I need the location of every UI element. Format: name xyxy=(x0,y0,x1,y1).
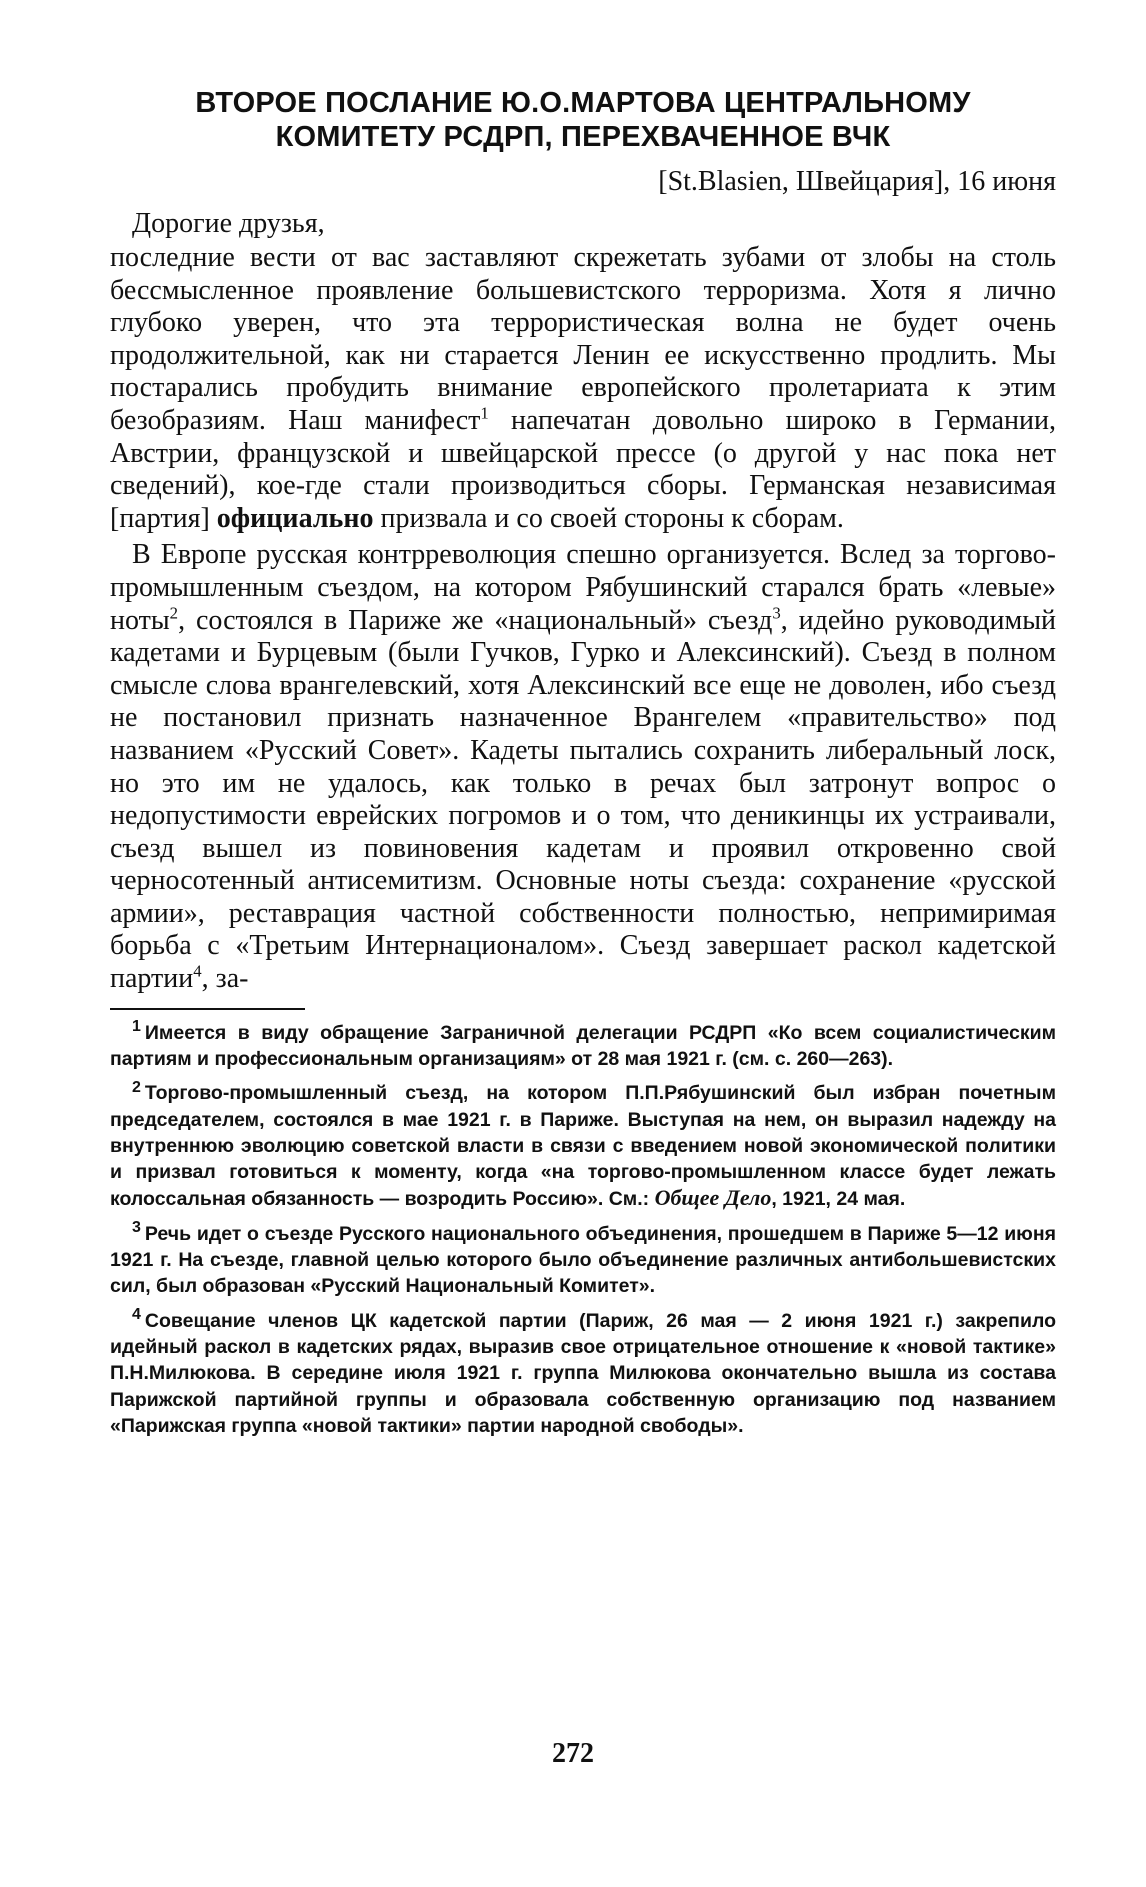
footnote-4 xyxy=(110,1308,1056,1439)
footnote-ref-4: 4 xyxy=(193,961,202,981)
footnote-ref-1: 1 xyxy=(480,403,489,423)
dateline: [St.Blasien, Швейцария], 16 июня xyxy=(658,166,1056,197)
letter-body xyxy=(110,242,1056,996)
paragraph-2-text-d: , за- xyxy=(201,963,249,995)
paragraph-2-text-a: В Европе русская контрреволюция спешно организуется. Вслед за торгово-промышленным съездом, на котором Рябушинский старался брать «левые» ноты xyxy=(110,539,1056,636)
salutation: Дорогие друзья, xyxy=(132,208,325,239)
paragraph-2-text-c: , идейно руководимый кадетами и Бурцевым (были Гучков, Гурко и Алексинский). Съезд в полном смысле слова врангелевский, хотя Алексинский все еще не доволен, ибо съезд не постановил признать назначенное Врангелем «правительство» под названием «Русский Совет». Кадеты пытались сохранить либеральный лоск, но это им не удалось, как только в речах был затронут вопрос о недопустимости еврейских погромов и о том, что деникинцы их устраивали, съезд вышел из повиновения кадетам и проявил откровенно свой черносотенный антисемитизм. Основные ноты съезда: сохранение «русской армии», реставрация частной собственности полностью, непримиримая борьба с «Третьим Интернационалом». Съезд завершает раскол кадетской партии xyxy=(110,604,1056,995)
footnote-1 xyxy=(110,1020,1056,1073)
newspaper-title: Общее Дело xyxy=(654,1185,772,1211)
document-title xyxy=(110,86,1056,154)
footnote-text-tail: , 1921, 24 мая. xyxy=(771,1188,906,1211)
footnote-number: 2 xyxy=(132,1078,141,1096)
title-line-1: ВТОРОЕ ПОСЛАНИЕ Ю.О.МАРТОВА ЦЕНТРАЛЬНОМУ xyxy=(195,87,971,119)
paragraph-1-text-c: призвала и со своей стороны к сборам. xyxy=(373,502,844,534)
footnote-number: 4 xyxy=(132,1306,141,1324)
footnote-text: Торгово-промышленный съезд, на котором П.П.Рябушинский был избран почетным председателем, состоялся в мае 1921 г. в Париже. Выступая на нем, он выразил надежду на внутреннюю эволюцию советской власти в связи с введением новой экономической политики и призвал готовиться к моменту, когда «на торгово-промышленном классе будет лежать колоссальная обязанность — возродить Россию». См.: xyxy=(110,1082,1056,1211)
footnote-text: Совещание членов ЦК кадетской партии (Париж, 26 мая — 2 июня 1921 г.) закрепило идейный раскол в кадетских рядах, выразив свое отрицательное отношение к «новой тактике» П.Н.Милюкова. В середине июля 1921 г. группа Милюкова окончательно вышла из состава Парижской партийной группы и образовала собственную организацию под названием «Парижская группа «новой тактики» партии народной свободы». xyxy=(110,1309,1056,1437)
emphasis-officially: официально xyxy=(216,502,374,534)
title-line-2: КОМИТЕТУ РСДРП, ПЕРЕХВАЧЕННОЕ ВЧК xyxy=(275,121,891,153)
footnote-2 xyxy=(110,1080,1056,1212)
footnote-number: 3 xyxy=(132,1219,141,1237)
footnote-3 xyxy=(110,1221,1056,1300)
paragraph-2-text-b: , состоялся в Париже же «национальный» съезд xyxy=(178,604,773,636)
document-page xyxy=(110,86,1056,1447)
footnote-text: Имеется в виду обращение Заграничной делегации РСДРП «Ко всем социалистическим партиям и профессиональным организациям» от 28 мая 1921 г. (см. с. 260—263). xyxy=(110,1021,1056,1070)
paragraph-1 xyxy=(110,242,1056,535)
footnote-divider xyxy=(110,1008,305,1010)
footnote-ref-3: 3 xyxy=(772,603,781,623)
footnotes xyxy=(110,1020,1056,1439)
footnote-text: Речь идет о съезде Русского национального объединения, прошедшем в Париже 5—12 июня 1921 г. На съезде, главной целью которого было объединение различных антибольшевистских сил, был образован «Русский Национальный Комитет». xyxy=(110,1222,1056,1298)
footnote-ref-2: 2 xyxy=(169,603,179,623)
paragraph-1-text-a: последние вести от вас заставляют скрежетать зубами от злобы на столь бессмысленное проявление большевистского терроризма. Хотя я лично глубоко уверен, что эта террористическая волна не будет очень продолжительной, как ни старается Ленин ее искусственно продлить. Мы постарались пробудить внимание европейского пролетариата к этим безобразиям. Наш манифест xyxy=(110,242,1056,436)
paragraph-1-text-b: напечатан довольно широко в Германии, Австрии, французской и швейцарской прессе (о другой у нас пока нет сведений), кое-где стали производиться сборы. Германская независимая [партия] xyxy=(110,404,1056,534)
paragraph-2 xyxy=(110,539,1056,995)
page-number: 272 xyxy=(552,1738,594,1769)
footnote-number: 1 xyxy=(132,1018,141,1036)
